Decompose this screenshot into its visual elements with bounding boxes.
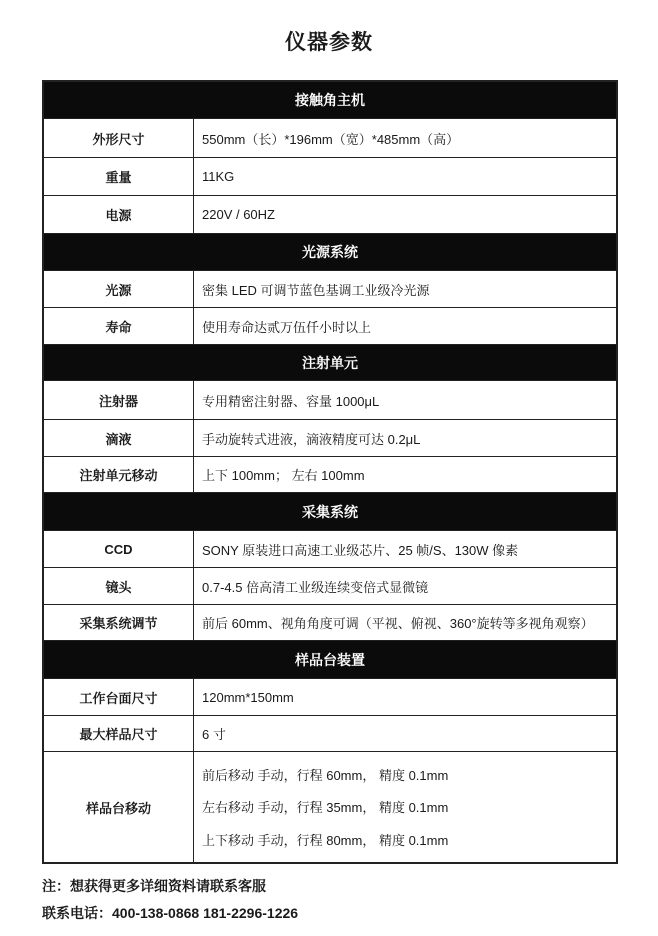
row-value-line: 上下移动 手动，行程 80mm， 精度 0.1mm	[202, 833, 449, 849]
section-header-host: 接触角主机	[44, 82, 616, 119]
table-row	[44, 531, 616, 568]
row-value-line: 左右移动 手动，行程 35mm， 精度 0.1mm	[202, 800, 449, 816]
row-value: 6 寸	[202, 727, 226, 742]
section-header-injection: 注射单元	[44, 345, 616, 381]
table-row	[44, 381, 616, 420]
row-label: 光源	[44, 271, 194, 307]
row-label: 采集系统调节	[44, 605, 194, 640]
row-label: CCD	[44, 531, 194, 567]
table-row-multi	[44, 752, 616, 862]
table-row	[44, 420, 616, 457]
row-value: 专用精密注射器、容量 1000μL	[202, 393, 380, 409]
row-label: 注射单元移动	[44, 457, 194, 492]
row-value: SONY 原装进口高速工业级芯片、25 帧/S、130W 像素	[202, 542, 519, 558]
row-value: 0.7-4.5 倍高清工业级连续变倍式显微镜	[202, 579, 429, 595]
row-value: 120mm*150mm	[202, 689, 294, 705]
section-header-light: 光源系统	[44, 234, 616, 271]
row-label: 镜头	[44, 568, 194, 604]
section-header-capture: 采集系统	[44, 493, 616, 531]
section-header-stage: 样品台装置	[44, 641, 616, 679]
row-label: 重量	[44, 158, 194, 195]
row-value: 前后 60mm、视角角度可调（平视、俯视、360°旋转等多视角观察）	[202, 616, 594, 631]
row-value-line: 前后移动 手动，行程 60mm， 精度 0.1mm	[202, 767, 449, 783]
row-label: 工作台面尺寸	[44, 679, 194, 715]
row-label: 外形尺寸	[44, 119, 194, 157]
table-row	[44, 196, 616, 234]
row-value: 11KG	[202, 169, 235, 184]
row-label: 滴液	[44, 420, 194, 456]
page-title: 仪器参数	[285, 31, 373, 54]
table-row	[44, 568, 616, 605]
row-label: 样品台移动	[44, 752, 194, 862]
table-row	[44, 605, 616, 641]
table-row	[44, 271, 616, 308]
row-value: 220V / 60HZ	[202, 207, 275, 222]
row-label: 最大样品尺寸	[44, 716, 194, 751]
row-value: 上下 100mm； 左右 100mm	[202, 468, 365, 483]
row-value: 使用寿命达贰万伍仟小时以上	[202, 319, 372, 335]
footer-note: 注：想获得更多详细资料请联系客服	[42, 878, 266, 894]
row-label: 电源	[44, 196, 194, 233]
table-row	[44, 119, 616, 158]
row-label: 注射器	[44, 381, 194, 419]
row-value: 密集 LED 可调节蓝色基调工业级冷光源	[202, 282, 430, 298]
row-label: 寿命	[44, 308, 194, 344]
row-value-multi	[194, 752, 616, 862]
table-row	[44, 308, 616, 345]
footer-phone: 联系电话：400-138-0868 181-2296-1226	[42, 905, 299, 921]
table-row	[44, 158, 616, 196]
spec-table	[42, 80, 618, 864]
row-value: 550mm（长）*196mm（宽）*485mm（高）	[202, 131, 460, 147]
table-row	[44, 457, 616, 493]
row-value: 手动旋转式进液，滴液精度可达 0.2μL	[202, 431, 421, 447]
table-row	[44, 679, 616, 716]
table-row	[44, 716, 616, 752]
